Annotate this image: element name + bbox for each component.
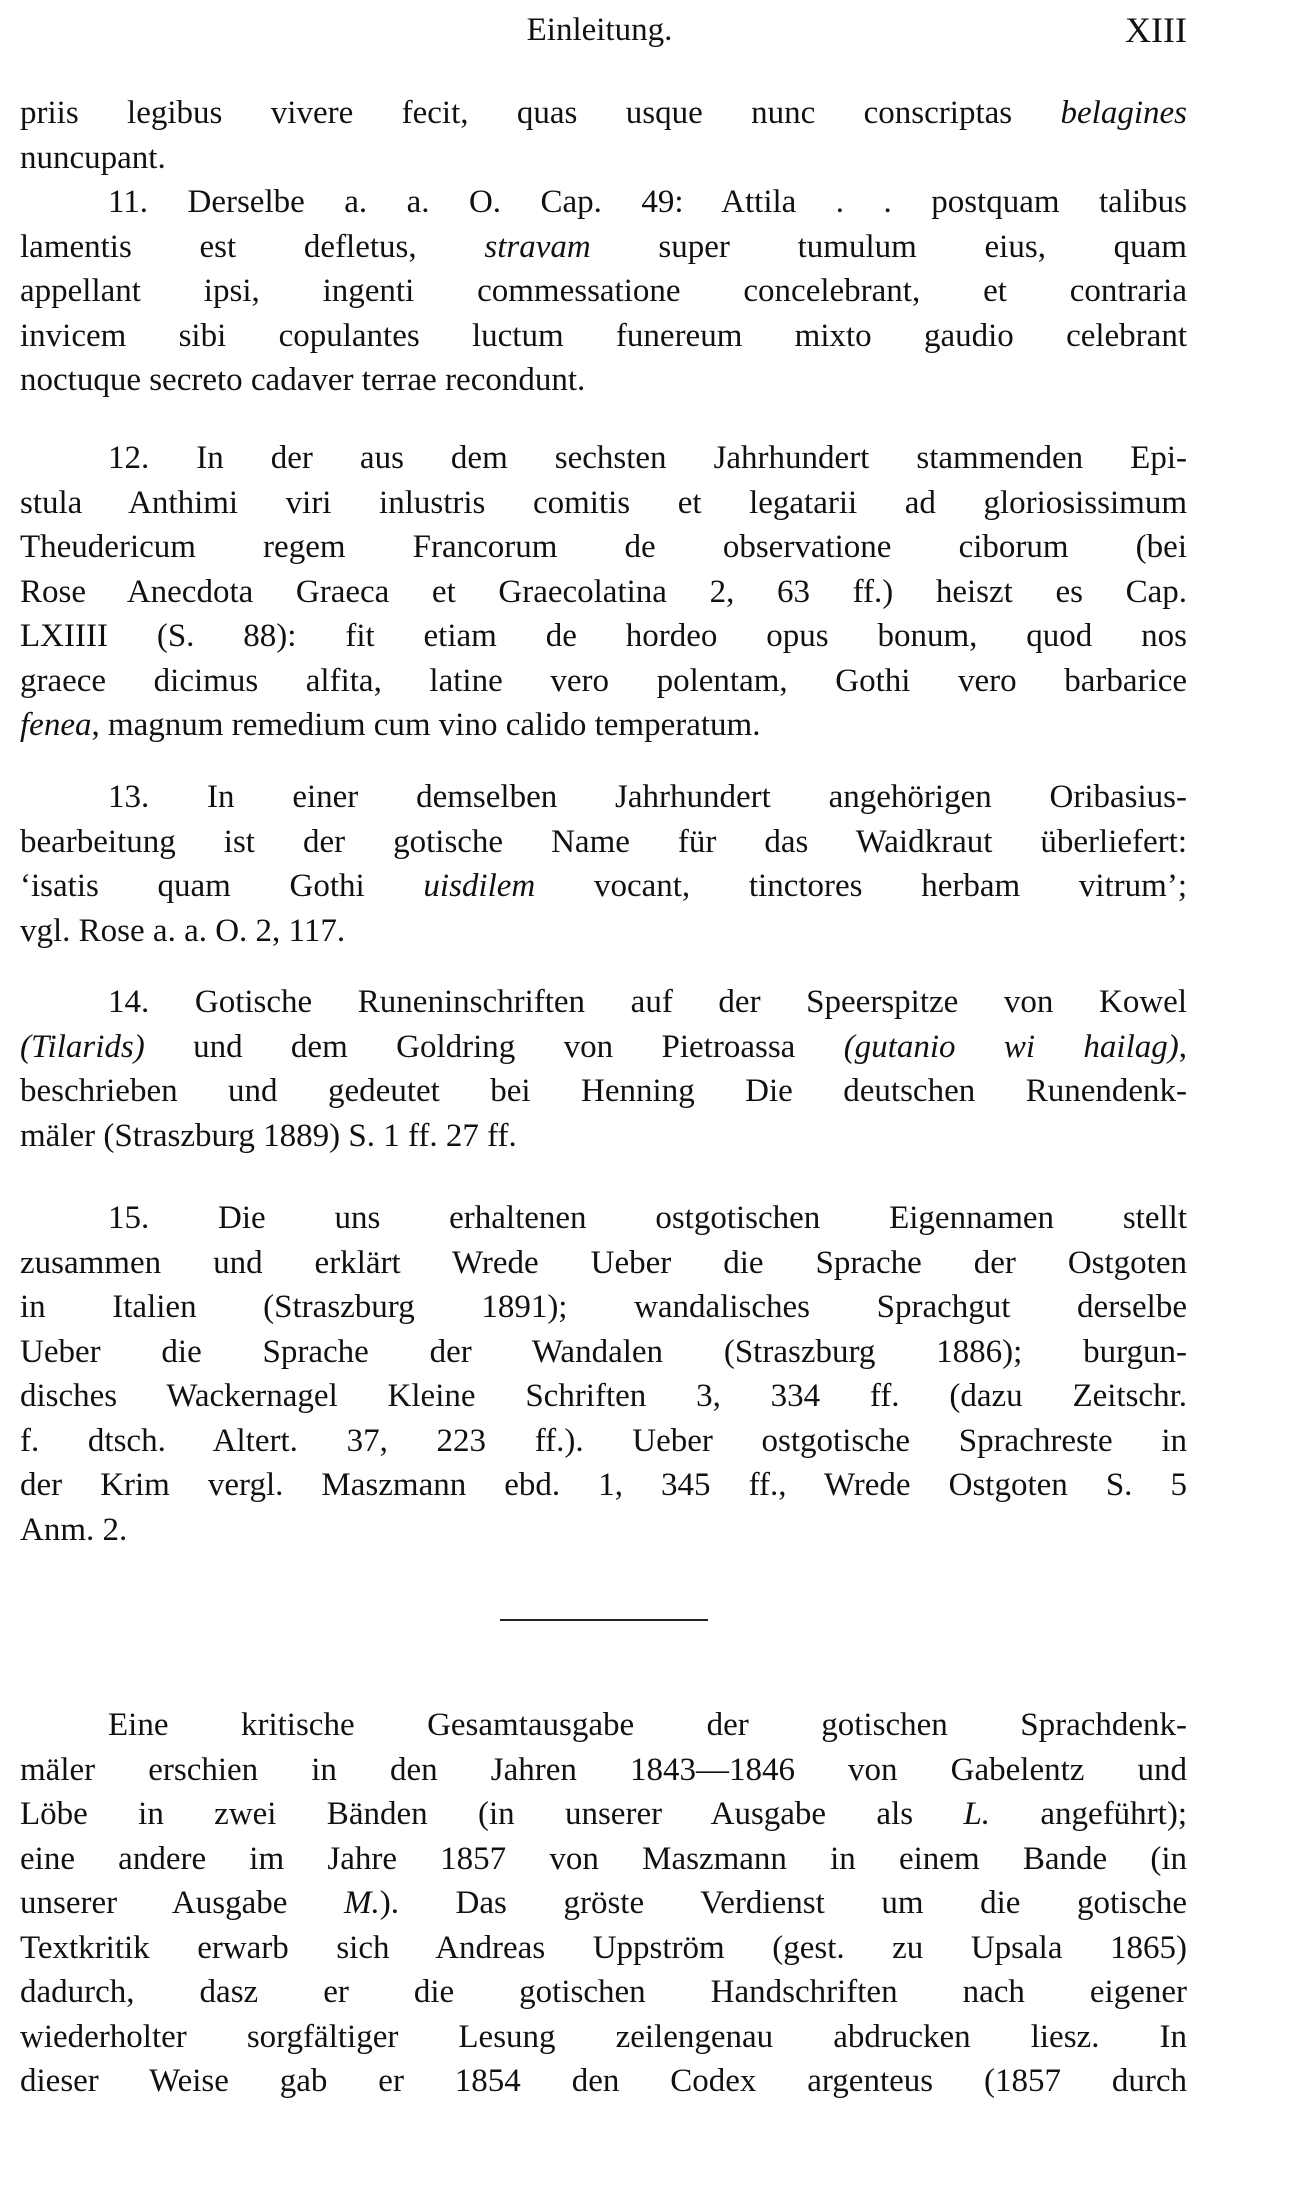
text-line: [20, 909, 1187, 954]
text-run: 13. In einer demselben Jahrhundert angehörigen Oribasius-: [108, 779, 1187, 815]
text-line: [20, 269, 1187, 314]
text-run: in Italien (Straszburg 1891); wandalisches Sprachgut derselbe: [20, 1289, 1187, 1325]
text-run: dieser Weise gab er 1854 den Codex argenteus (1857 durch: [20, 2063, 1187, 2099]
text-run: ). Das gröste Verdienst um die gotische: [379, 1885, 1187, 1921]
text-line: [20, 481, 1187, 526]
text-line: [20, 864, 1187, 909]
text-run: zusammen und erklärt Wrede Ueber die Sprache der Ostgoten: [20, 1244, 1187, 1281]
text-line: [20, 1330, 1187, 1375]
text-run: bearbeitung ist der gotische Name für das Waidkraut überliefert:: [20, 823, 1187, 860]
text-run: und dem Goldring von Pietroassa: [144, 1028, 844, 1065]
text-run: beschrieben und gedeutet bei Henning Die deutschen Runendenk-: [20, 1073, 1187, 1109]
text-run: LXIIII (S. 88): fit etiam de hordeo opus bonum, quod nos: [20, 618, 1187, 654]
text-run: disches Wackernagel Kleine Schriften 3, 334 ff. (dazu Zeitschr.: [20, 1378, 1187, 1414]
text-line: [20, 1241, 1187, 1286]
text-line: [20, 180, 1187, 225]
text-line: [20, 2059, 1187, 2104]
text-run: angeführt);: [990, 1796, 1187, 1832]
text-line: [20, 1703, 1187, 1748]
text-run: 11. Derselbe a. a. O. Cap. 49: Attila . . postquam talibus: [108, 184, 1187, 220]
italic-term: (gutanio wi hailag): [843, 1028, 1179, 1065]
italic-term: M.: [343, 1885, 380, 1921]
text-line: [20, 1069, 1187, 1114]
text-run: appellant ipsi, ingenti commessatione concelebrant, et contraria: [20, 273, 1187, 309]
text-line: [20, 1463, 1187, 1508]
paragraph-note-12: [20, 436, 1187, 748]
text-line: [20, 1508, 1187, 1553]
text-run: Rose Anecdota Graeca et Graecolatina 2, 63 ff.) heiszt es Cap.: [20, 573, 1187, 610]
text-run: f. dtsch. Altert. 37, 223 ff.). Ueber ostgotische Sprachreste in: [20, 1422, 1187, 1459]
text-run: vocant, tinctores herbam vitrum’;: [535, 868, 1187, 904]
text-line: [20, 614, 1187, 659]
text-run: Löbe in zwei Bänden (in unserer Ausgabe als: [20, 1796, 964, 1832]
italic-term: uisdilem: [423, 868, 536, 904]
text-line: [20, 980, 1187, 1025]
text-run: priis legibus vivere fecit, quas usque nunc conscriptas: [20, 95, 1061, 131]
text-run: , magnum remedium cum vino calido temperatum.: [91, 707, 761, 743]
italic-term: belagines: [1060, 95, 1187, 131]
italic-term: stravam: [484, 228, 591, 265]
paragraph-note-15: [20, 1196, 1187, 1552]
text-line: [20, 1926, 1187, 1971]
paragraph-editions: [20, 1703, 1187, 2104]
text-line: [20, 1792, 1187, 1837]
text-run: mäler (Straszburg 1889) S. 1 ff. 27 ff.: [20, 1117, 517, 1154]
paragraph-note-13: [20, 775, 1187, 953]
text-line: [20, 1748, 1187, 1793]
text-run: Theudericum regem Francorum de observatione ciborum (bei: [20, 529, 1187, 565]
text-run: eine andere im Jahre 1857 von Maszmann in einem Bande (in: [20, 1840, 1187, 1877]
text-run: der Krim vergl. Maszmann ebd. 1, 345 ff., Wrede Ostgoten S. 5: [20, 1467, 1187, 1503]
text-run: dadurch, dasz er die gotischen Handschriften nach eigener: [20, 1974, 1187, 2010]
text-line: [20, 570, 1187, 615]
text-run: nuncupant.: [20, 139, 166, 176]
text-line: [20, 1196, 1187, 1241]
text-run: Ueber die Sprache der Wandalen (Straszburg 1886); burgun-: [20, 1333, 1187, 1370]
text-run: stula Anthimi viri inlustris comitis et legatarii ad gloriosissimum: [20, 484, 1187, 521]
text-line: [20, 136, 1187, 181]
text-line: [20, 703, 1187, 748]
text-run: 15. Die uns erhaltenen ostgotischen Eigennamen stellt: [108, 1200, 1187, 1236]
italic-term: (Tilarids): [20, 1028, 145, 1065]
italic-term: L.: [963, 1796, 991, 1832]
text-line: [20, 1114, 1187, 1159]
text-run: Anm. 2.: [20, 1511, 128, 1548]
text-line: [20, 659, 1187, 704]
paragraph-note-14: [20, 980, 1187, 1158]
text-line: [20, 1881, 1187, 1926]
text-run: super tumulum eius, quam: [590, 228, 1187, 265]
page-number: XIII: [1125, 10, 1187, 50]
text-line: [20, 1374, 1187, 1419]
text-line: [20, 225, 1187, 270]
text-run: Eine kritische Gesamtausgabe der gotischen Sprachdenk-: [108, 1707, 1187, 1743]
text-run: ‘isatis quam Gothi: [20, 868, 424, 904]
text-run: wiederholter sorgfältiger Lesung zeilengenau abdrucken liesz. In: [20, 2018, 1187, 2055]
text-line: [20, 436, 1187, 481]
text-run: lamentis est defletus,: [20, 228, 485, 265]
text-line: [20, 314, 1187, 359]
section-divider-rule: [500, 1619, 708, 1621]
paragraph-note-11: [20, 180, 1187, 403]
text-line: [20, 1285, 1187, 1330]
text-line: [20, 1837, 1187, 1882]
text-run: vgl. Rose a. a. O. 2, 117.: [20, 912, 346, 949]
text-line: [20, 775, 1187, 820]
text-run: mäler erschien in den Jahren 1843—1846 von Gabelentz und: [20, 1751, 1187, 1788]
text-line: [20, 820, 1187, 865]
text-line: [20, 358, 1187, 403]
text-line: [20, 1419, 1187, 1464]
text-line: [20, 1970, 1187, 2015]
paragraph-continuation: [20, 91, 1187, 180]
text-line: [20, 2015, 1187, 2060]
text-run: 12. In der aus dem sechsten Jahrhundert stammenden Epi-: [108, 440, 1187, 476]
text-line: [20, 525, 1187, 570]
text-run: Textkritik erwarb sich Andreas Uppström (gest. zu Upsala 1865): [20, 1929, 1187, 1966]
italic-term: fenea: [20, 707, 92, 743]
text-run: unserer Ausgabe: [20, 1885, 344, 1921]
text-run: noctuque secreto cadaver terrae recondunt.: [20, 362, 586, 398]
text-run: ,: [1178, 1028, 1187, 1065]
running-title: Einleitung.: [526, 12, 673, 48]
text-run: 14. Gotische Runeninschriften auf der Speerspitze von Kowel: [108, 984, 1187, 1020]
text-line: [20, 91, 1187, 136]
text-line: [20, 1025, 1187, 1070]
text-run: invicem sibi copulantes luctum funereum mixto gaudio celebrant: [20, 317, 1187, 354]
text-run: graece dicimus alfita, latine vero polentam, Gothi vero barbarice: [20, 662, 1187, 699]
